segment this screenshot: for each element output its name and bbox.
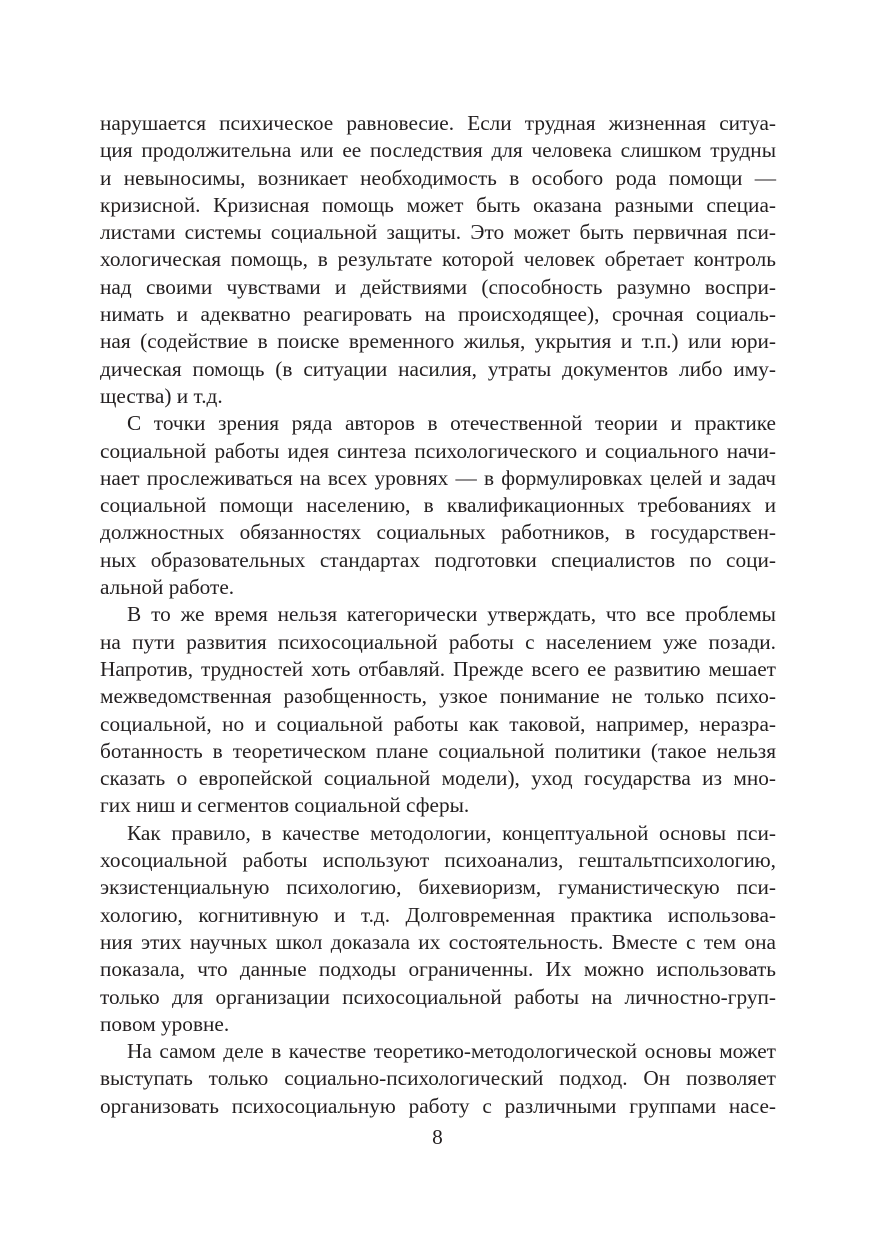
text-line: Напротив, трудностей хоть отбавляй. Прежде всего ее развитию мешает	[100, 656, 776, 681]
text-line: хосоциальной работы используют психоанализ, гештальтпсихологию,	[100, 848, 776, 873]
text-line: ных образовательных стандартах подготовки специалистов по соци-	[100, 547, 776, 572]
text-line: листами системы социальной защиты. Это может быть первичная пси-	[100, 220, 776, 245]
text-line: и невыносимы, возникает необходимость в особого рода помощи —	[100, 165, 776, 190]
text-line: повом уровне.	[100, 1011, 230, 1036]
text-line: гих ниш и сегментов социальной сферы.	[100, 793, 470, 818]
text-line: социальной, но и социальной работы как таковой, например, неразра-	[100, 711, 776, 736]
text-line: должностных обязанностях социальных работников, в государствен-	[100, 520, 776, 545]
text-line: ная (содействие в поиске временного жилья, укрытия и т.п.) или юри-	[100, 329, 776, 354]
text-line: организовать психосоциальную работу с различными группами насе-	[100, 1093, 776, 1118]
text-line: хологическая помощь, в результате которой человек обретает контроль	[100, 247, 776, 272]
paragraph	[100, 110, 776, 410]
paragraph	[100, 820, 776, 1038]
text-line: кризисной. Кризисная помощь может быть оказана разными специа-	[100, 192, 776, 217]
paragraph	[100, 1038, 776, 1120]
text-line: нимать и адекватно реагировать на происходящее), срочная социаль-	[100, 302, 776, 327]
page-number: 8	[432, 1125, 443, 1149]
text-line: нарушается психическое равновесие. Если трудная жизненная ситуа-	[100, 111, 776, 135]
text-line: хологию, когнитивную и т.д. Долговременная практика использова-	[100, 902, 776, 927]
text-line: На самом деле в качестве теоретико-методологической основы может	[127, 1039, 776, 1064]
text-line: над своими чувствами и действиями (способность разумно воспри-	[100, 274, 776, 299]
text-line: В то же время нельзя категорически утверждать, что все проблемы	[127, 602, 776, 627]
text-line: ботанность в теоретическом плане социальной политики (такое нельзя	[100, 738, 776, 763]
text-line: ция продолжительна или ее последствия для человека слишком трудны	[100, 138, 776, 163]
text-line: нает прослеживаться на всех уровнях — в формулировках целей и задач	[100, 465, 776, 490]
paragraph	[100, 410, 776, 601]
text-line: на пути развития психосоциальной работы с населением уже позади.	[100, 629, 776, 654]
page-body	[100, 110, 776, 1120]
text-line: экзистенциальную психологию, бихевиоризм, гуманистическую пси-	[100, 875, 776, 900]
text-line: только для организации психосоциальной работы на личностно-груп-	[100, 984, 776, 1009]
text-line: щества) и т.д.	[100, 383, 223, 408]
paragraph	[100, 601, 776, 819]
text-line: дическая помощь (в ситуации насилия, утраты документов либо иму-	[100, 356, 776, 381]
text-line: С точки зрения ряда авторов в отечественной теории и практике	[127, 411, 776, 436]
text-line: альной работе.	[100, 575, 235, 600]
text-line: выступать только социально-психологический подход. Он позволяет	[100, 1066, 776, 1091]
text-line: социальной помощи населению, в квалификационных требованиях и	[100, 493, 776, 518]
text-line: ния этих научных школ доказала их состоятельность. Вместе с тем она	[100, 929, 776, 954]
text-line: Как правило, в качестве методологии, концептуальной основы пси-	[127, 820, 776, 845]
text-line: межведомственная разобщенность, узкое понимание не только психо-	[100, 684, 776, 709]
text-line: сказать о европейской социальной модели), уход государства из мно-	[100, 766, 776, 791]
text-line: социальной работы идея синтеза психологического и социального начи-	[100, 438, 776, 463]
text-line: показала, что данные подходы ограниченны. Их можно использовать	[100, 957, 776, 982]
